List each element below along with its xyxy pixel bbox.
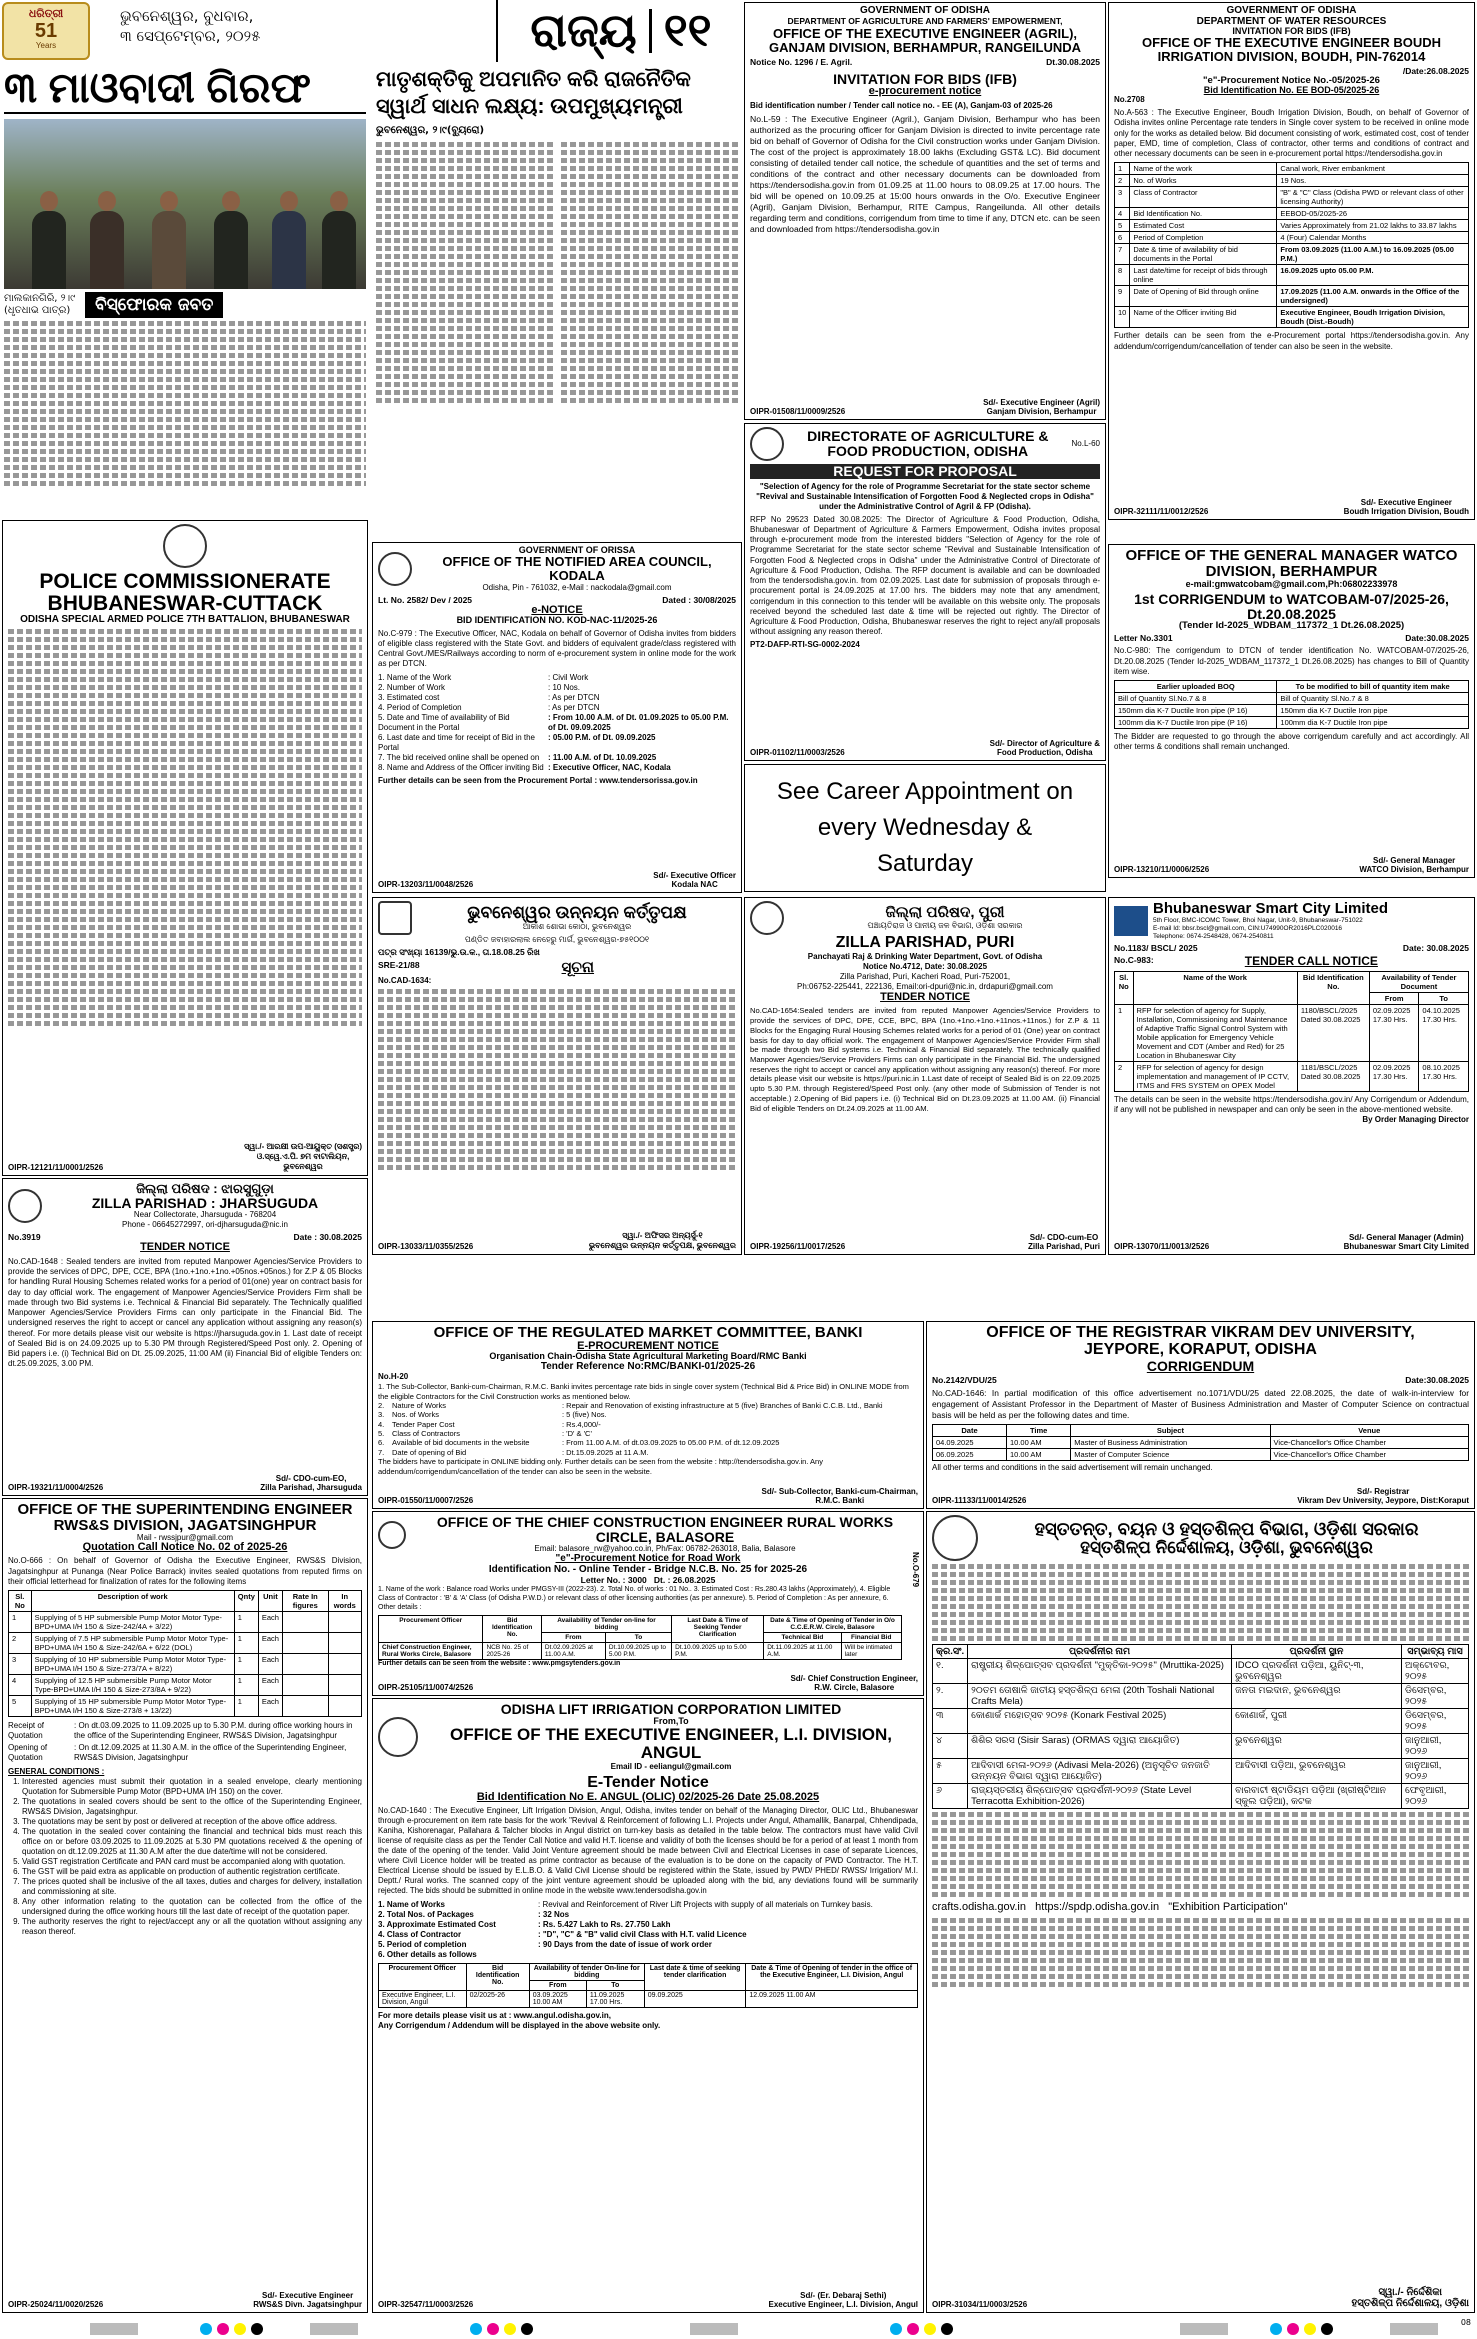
table-row: 1 Name of the work Canal work, River embankment <box>1115 163 1469 175</box>
odisha-emblem-icon <box>750 427 784 461</box>
agril-ganjam-notice: GOVERNMENT OF ODISHA DEPARTMENT OF AGRICULTURE AND FARMERS' EMPOWERMENT, OFFICE OF THE EXECUTIVE ENGINEER (AGRIL), GANJAM DIVISION, BERHAMPUR, RANGEILUNDA Notice No. 1296 / E. Agril. Dt.30.08.2025 INVITATION FOR BIDS (IFB) e-procurement notice Bid identification number / Tender call notice no. - EE (A), Ganjam-03 of 2025-26 No.L-59 : The Executive Engineer (Agril.), Ganjam Division, Berhampur who has been authorized as the procuring officer for Ganjam Division is directed to invite percentage rate bid on behalf of Governor of Odisha for the Civil construction works under Ganjam Division. The cost of the project is approximately 18.00 lakhs (Excluding GST& LC). Bid document consisting of detailed tender call notice, the schedule of quantities and the set of terms and conditions of the contract and other necessary documents can be downloaded from https://tendersodisha.gov.in from 01.09.25 at 11.00 hours to 08.09.25 at 17.00 hours. The bid will be opened on 10.09.25 at 15:00 hours onwards in the O/o. Executive Engineer (Agril), Ganjam Division, Berhampur, RITE Campus, Rangeilunda. All other details regarding term and conditions, corrigendum from time to time if any, DTCN etc. can be seen and downloaded from https://tendersodisha.gov.in OIPR-01508/11/0009/2526 Sd/- Executive Engineer (Agril) Ganjam Division, Berhampur <box>744 2 1106 420</box>
bscl-tender-notice: Bhubaneswar Smart City Limited 5th Floor, BMC-ICOMC Tower, Bhoi Nagar, Unit-9, Bhubaneswar-751022 E-mail Id: bbsr.bscl@gmail.com, CIN:U74990OR2016PLC020016 Telephone: 0674-2548428, 0674-2540811 No.1183/ BSCL/ 2025 Date: 30.08.2025 No.C-983: TENDER CALL NOTICE Sl. No Name of the Work Bid Identification No. Availability of Tender Document From To 1 RFP for selection of agency for Supply, Installation, Commissioning and Maintenance of Adaptive Traffic Signal Control System with Mobile application for Emergency Vehicle Movement and CDT (Amber and Red) for 25 Location in Bhubaneswar City 1180/BSCL/2025 Dated 30.08.2025 02.09.2025 17.30 Hrs. 04.10.2025 17.30 Hrs. 2 RFP for selection of agency for design implementation and management of IP CCTV, ITMS and FRS SYSTEM on OPEX Model 1181/BSCL/2025 Dated 30.08.2025 02.09.2025 17.30 Hrs. 08.10.2025 17.30 Hrs. The details can be seen in the website https://tendersodisha.gov.in/ Any Corrigendum or Addendum, if any will not be published in newspaper and can only be seen in the above-mentioned website. By Order Managing Director OIPR-13070/11/0013/2526 Sd/- General Manager (Admin) Bhubaneswar Smart City Limited <box>1108 897 1475 1255</box>
kodala-nac-notice: GOVERNMENT OF ORISSA OFFICE OF THE NOTIFIED AREA COUNCIL, KODALA Odisha, Pin - 761032, e-Mail : nackodala@gmail.com Lt. No. 2582/ Dev / 2025 Dated : 30/08/2025 e-NOTICE BID IDENTIFICATION NO. KOD-NAC-11/2025-26 No.C-979 : The Executive Officer, NAC, Kodala on behalf of Governor of Odisha invites from bidders of eligible class registered with the State Govt. and bidders of equivalent grade/class registered with Central Govt./MES/Railways according to norm of e-procurement system in online mode for the work as per DTCN. 1. Name of the Work : Civil Work 2. Number of Work : 10 Nos. 3. Estimated cost : As per DTCN 4. Period of Completion : As per DTCN 5. Date and Time of availability of Bid Document in the Portal : From 10.00 A.M. of Dt. 01.09.2025 to 05.00 P.M. of Dt. 09.09.2025 6. Last date and time for receipt of Bid in the Portal : 05.00 P.M. of Dt. 09.09.2025 7. The bid received online shall be opened on : 11.00 A.M. of Dt. 10.09.2025 8. Name and Address of the Officer inviting Bid : Executive Officer, NAC, Kodala Further details can be seen from the Procurement Portal : www.tendersorissa.gov.in OIPR-13203/11/0048/2526 Sd/- Executive Officer Kodala NAC <box>372 542 742 893</box>
table-row: ୩ କୋଣାର୍କ ମହୋତ୍ସବ ୨୦୨୫ (Konark Festival 2025) କୋଣାର୍କ, ପୁରୀ ଡିସେମ୍ବର, ୨୦୨୫ <box>933 1709 1469 1734</box>
police-commissionerate-notice: POLICE COMMISSIONERATE BHUBANESWAR-CUTTACK ODISHA SPECIAL ARMED POLICE 7TH BATTALION, BHUBANESWAR OIPR-12121/11/0001/2526 ସ୍ୱା./- ଆରକ୍ଷୀ ଉପ-ଆୟୁକ୍ତ (ସଶସ୍ତ୍ର) ଓ.ସ୍ୱେ.ଏ.ପି. ୭ମ ବାଟାଲିୟନ, ଭୁବନେଶ୍ୱର <box>2 520 368 1176</box>
dateline: ଭୁବନେଶ୍ୱର, ବୁଧବାର, ୩ ସେପ୍ଟେମ୍ବର, ୨୦୨୫ <box>120 7 261 46</box>
list-item: 7. The prices quoted shall be inclusive of the all taxes, duties and charges for delivery, installation and commissioning at site. <box>22 1877 362 1897</box>
olic-logo-icon <box>378 1717 418 1757</box>
list-item: 9. The authority reserves the right to reject/accept any or all the quotation without assigning any reason thereof. <box>22 1917 362 1937</box>
rwss-conditions <box>8 1777 362 1937</box>
list-item: 7. Date of opening of Bid : Dt.15.09.2025 at 11 A.M. <box>378 1447 649 1457</box>
table-row: 8 Last date/time for receipt of bids through online 16.09.2025 upto 05.00 P.M. <box>1115 265 1469 286</box>
section-title: ରାଜ୍ୟ ୧୧ <box>496 0 742 62</box>
table-row: 9 Date of Opening of Bid through online 17.09.2025 (11.00 A.M. onwards in the Office of the undersigned) <box>1115 286 1469 307</box>
table-row: ୧. ରାଷ୍ଟ୍ରୀୟ ଶିଳ୍ପୋତ୍ସବ ପ୍ରଦର୍ଶନୀ "ମୁକ୍ତିକା-୨୦୨୫" (Mruttika-2025) IDCO ପ୍ରଦର୍ଶନୀ ପଡ଼ିଆ, ୟୁନିଟ୍-୩, ଭୁବନେଶ୍ୱର ଅକ୍ଟୋବର, ୨୦୨୫ <box>933 1659 1469 1684</box>
zp-puri-notice: ଜିଲ୍ଲା ପରିଷଦ, ପୁରୀ ପଞ୍ଚାୟତିରାଜ ଓ ପାନୀୟ ଜଳ ବିଭାଗ, ଓଡ଼ିଶା ସରକାର ZILLA PARISHAD, PURI Panchayati Raj & Drinking Water Department, Govt. of Odisha Notice No.4712, Date: 30.08.2025 Zilla Parishad, Puri, Kacheri Road, Puri-752001, Ph:06752-225441, 222136, Email:ori-dpuri@nic.in, drdapuri@gmail.com TENDER NOTICE No.CAD-1654:Sealed tenders are invited from reputed Manpower Agencies/Service Providers to provide the services of DPC, DPE, CCE, BPC, BPA (1no.+1no.+1no.+11nos.+11nos.) for Z.P & 11 Blocks for the Engaging Rural Housing Schemes related works for a period of 01 (One) year on contract basis for day to day official work. The engagement of Manpower Agencies/Service Provider Firm shall be made through two Bid systems i.e. Technical & Financial Bid separately. The technically qualified Manpower Agencies/Service Providers Firms can only participate in the Financial Bid. The undersigned reserves the right to accept or cancel any application without assigning any reason(s) thereof. For more details please visit our website is https://puri.nic.in 1.Last date of receipt of Sealed Bid is on 22.09.2025 upto 5.30 P.M. through Registered/Speed Post only. (any other mode of Submission of Tender is not acceptable.) 2.Opening of Bid papers i.e. (i) Technical Bid on Dt.23.09.2025 at 11.00 AM. (ii) Financial Bid of eligible Tenders on Dt.24.09.2025 at 11.00 AM. OIPR-19256/11/0017/2526 Sd/- CDO-cum-EO Zilla Parishad, Puri <box>744 897 1106 1255</box>
list-item: 6. Other details as follows <box>378 1949 477 1959</box>
handicrafts-directorate-notice: ହସ୍ତତନ୍ତ, ବୟନ ଓ ହସ୍ତଶିଳ୍ପ ବିଭାଗ, ଓଡ଼ିଶା ସରକାର ହସ୍ତଶିଳ୍ପ ନିର୍ଦ୍ଦେଶାଳୟ, ଓଡ଼ିଶା, ଭୁବନେଶ୍ୱର କ୍ର.ସଂ. ପ୍ରଦର୍ଶନୀର ନାମ ପ୍ରଦର୍ଶନୀ ସ୍ଥାନ ସମ୍ଭାବ୍ୟ ମାସ ୧. ରାଷ୍ଟ୍ରୀୟ ଶିଳ୍ପୋତ୍ସବ ପ୍ରଦର୍ଶନୀ "ମୁକ୍ତିକା-୨୦୨୫" (Mruttika-2025) IDCO ପ୍ରଦର୍ଶନୀ ପଡ଼ିଆ, ୟୁନିଟ୍-୩, ଭୁବନେଶ୍ୱର ଅକ୍ଟୋବର, ୨୦୨୫ ୨. ୨୦ତମ ତୋଷାଳି ଜାତୀୟ ହସ୍ତଶିଳ୍ପ ମେଳା (20th Toshali National Crafts Mela) ଜନତା ମଇଦାନ, ଭୁବନେଶ୍ୱର ଡିସେମ୍ବର, ୨୦୨୫ ୩ କୋଣାର୍କ ମହୋତ୍ସବ ୨୦୨୫ (Konark Festival 2025) କୋଣାର୍କ, ପୁରୀ ଡିସେମ୍ବର, ୨୦୨୫ ୪ ଶିଶିର ସରସ (Sisir Saras) (ORMAS ଦ୍ୱାରା ଆୟୋଜିତ) ଭୁବନେଶ୍ୱର ଜାନୁଆରୀ, ୨୦୨୬ ୫ ଆଦିବାସୀ ମେଳା-୨୦୨୬ (Adivasi Mela-2026) (ଅନୁସୂଚିତ ଜନଜାତି ଉନ୍ନୟନ ବିଭାଗ ଦ୍ୱାରା ଆୟୋଜିତ) ଆଦିବାସୀ ପଡ଼ିଆ, ଭୁବନେଶ୍ୱର ଜାନୁଆରୀ, ୨୦୨୬ ୬ ରାଜ୍ୟସ୍ତରୀୟ ଶିଳ୍ପୋତ୍ସବ ପ୍ରଦର୍ଶନୀ-୨୦୨୬ (State Level Terracotta Exhibition-2026) ବାରବାଟୀ ଷ୍ଟାଡିୟମ ପଡ଼ିଆ (ଖ୍ରୀଷ୍ଟିଆନ ସ୍କୁଲ ପଡ଼ିଆ), କଟକ ଫେବୃଆରୀ, ୨୦୨୬ crafts.odisha.gov.in https://spdp.odisha.gov.in "Exhibition Participation" OIPR-31034/11/0003/2526 ସ୍ୱା./- ନିର୍ଦ୍ଦେଶିକା ହସ୍ତଶିଳ୍ପ ନିର୍ଦ୍ଦେଶାଳୟ, ଓଡ଼ିଶା <box>926 1511 1475 2313</box>
orissa-emblem-icon <box>378 552 412 586</box>
list-item: 8. Any other information relating to the quotation can be collected from the office of the undersigned during the office working hours till the last date of receipt of the quotation paper. <box>22 1897 362 1917</box>
boudh-irrigation-notice: GOVERNMENT OF ODISHA DEPARTMENT OF WATER RESOURCES INVITATION FOR BIDS (IFB) OFFICE OF THE EXECUTIVE ENGINEER BOUDH IRRIGATION DIVISION, BOUDH, PIN-762014 /Date:26.08.2025 "e"-Procurement Notice No.-05/2025-26 Bid Identification No. EE BOD-05/2025-26 No.2708 No.A-563 : The Executive Engineer, Boudh Irrigation Division, Boudh, on behalf of Governor of Odisha invites online Percentage rate tenders in Single cover system to be received in online mode only for the works as detailed below. Bid document consisting of work, estimated cost, cost of tender paper, EMD, time of completion, Class of contractor, other terms and conditions of contract and other necessary documents can be seen in e-procurement portal https://tendersodisha.gov.in 1 Name of the work Canal work, River embankment 2 No. of Works 19 Nos. 3 Class of Contractor "B" & "C" Class (Odisha PWD or relevant class of other licensing Authority) 4 Bid Identification No. EEBOD-05/2025-26 5 Estimated Cost Varies Approximately from 21.02 lakhs to 33.87 lakhs 6 Period of Completion 4 (Four) Calendar Months 7 Date & time of availability of bid documents in the Portal From 03.09.2025 (11.00 A.M.) to 16.09.2025 (05.00 P.M.) 8 Last date/time for receipt of bids through online 16.09.2025 upto 05.00 P.M. 9 Date of Opening of Bid through online 17.09.2025 (11.00 A.M. onwards in the Office of the undersigned) 10 Name of the Officer inviting Bid Executive Engineer, Boudh Irrigation Division, Boudh (Dist.-Boudh) Further details can be seen from the e-Procurement portal https://tendersodisha.gov.in. Any addendum/corrigendum/cancellation of tender can also be seen in the website. OIPR-32111/11/0012/2526 Sd/- Executive Engineer Boudh Irrigation Division, Boudh <box>1108 2 1475 520</box>
list-item: 5. Date and Time of availability of Bid Document in the Portal : From 10.00 A.M. of Dt. 01.09.2025 to 05.00 P.M. of Dt. 09.09.2025 <box>378 712 729 732</box>
spdp-portal-link[interactable]: https://spdp.odisha.gov.in <box>1035 1901 1160 1913</box>
olic-details <box>378 1900 918 1960</box>
table-row: ୨. ୨୦ତମ ତୋଷାଳି ଜାତୀୟ ହସ୍ତଶିଳ୍ପ ମେଳା (20th Toshali National Crafts Mela) ଜନତା ମଇଦାନ, ଭୁବନେଶ୍ୱର ଡିସେମ୍ବର, ୨୦୨୫ <box>933 1684 1469 1709</box>
table-row: 06.09.2025 10.00 AM Master of Computer Science Vice-Chancellor's Office Chamber <box>933 1448 1469 1460</box>
olic-table: Procurement Officer Bid Identification No. Availability of tender On-line for bidding Last date & time of seeking tender clarification Date & Time of Opening of tender in the office of the Executive Engineer, L.I. Division, Angul From To Executive Engineer, L.I. Division, Angul 02/2025-26 03.09.2025 10.00 AM 11.09.2025 17.00 Hrs. 09.09.2025 12.09.2025 11.00 AM <box>378 1963 918 2008</box>
odisha-emblem-icon <box>750 901 784 935</box>
list-item: 4. Class of Contractor : "D", "C" & "B" valid civil Class with H.T. valid Licence <box>378 1929 747 1939</box>
anniversary-badge: ଧରିତ୍ରୀ 51 Years <box>2 2 90 60</box>
bscl-table: Sl. No Name of the Work Bid Identification No. Availability of Tender Document From To 1 RFP for selection of agency for Supply, Installation, Commissioning and Maintenance of Adaptive Traffic Signal Control System with Mobile application for Emergency Vehicle Movement and CDT (Amber and Red) for 25 Location in Bhubaneswar City 1180/BSCL/2025 Dated 30.08.2025 02.09.2025 17.30 Hrs. 04.10.2025 17.30 Hrs. 2 RFP for selection of agency for design implementation and management of IP CCTV, ITMS and FRS SYSTEM on OPEX Model 1181/BSCL/2025 Dated 30.08.2025 02.09.2025 17.30 Hrs. 08.10.2025 17.30 Hrs. <box>1114 971 1469 1092</box>
watco-boq-table: Earlier uploaded BOQ To be modified to bill of quantity item make Bill of Quantity Sl.No.7 & 8 Bill of Quantity Sl.No.7 & 8 150mm dia K-7 Ductile Iron pipe (P 16) 150mm dia K-7 Ductile Iron pipe 100mm dia K-7 Ductile Iron pipe (P 16) 100mm dia K-7 Ductile Iron pipe <box>1114 680 1469 729</box>
table-row: 2 No. of Works 19 Nos. <box>1115 175 1469 187</box>
list-item: 2. Total Nos. of Packages : 32 Nos <box>378 1909 570 1919</box>
rmc-details <box>378 1401 918 1457</box>
maoist-photo <box>4 119 366 289</box>
list-item: 5. Valid GST registration Certificate and PAN card must be accompanied along with quotation. <box>22 1857 362 1867</box>
boudh-table <box>1114 162 1469 328</box>
list-item: 8. Name and Address of the Officer inviting Bid : Executive Officer, NAC, Kodala <box>378 762 671 772</box>
vdu-table: Date Time Subject Venue 04.09.2025 10.00 AM Master of Business Administration Vice-Chancellor's Office Chamber 06.09.2025 10.00 AM Master of Computer Science Vice-Chancellor's Office Chamber <box>932 1424 1469 1461</box>
bda-logo-icon <box>378 901 412 935</box>
table-row: 4 Bid Identification No. EEBOD-05/2025-26 <box>1115 208 1469 220</box>
rw-circle-balasore-notice: No.O-679 OFFICE OF THE CHIEF CONSTRUCTION ENGINEER RURAL WORKS CIRCLE, BALASORE Email: balasore_rw@yahoo.co.in, Ph/Fax: 06782-263018, Balia, Balasore "e"-Procurement Notice for Road Work Identification No. - Online Tender - Bridge N.C.B. No. 25 for 2025-26 Letter No. : 3000 Dt. : 26.08.2025 1. Name of the work : Balance road Works under PMGSY-III (2022-23). 2. Total No. of works : 01 No.. 3. Estimated Cost : Rs.280.43 lakhs (Approximately), 4. Eligible Class of Contractor : 'B' & 'A' Class (of Odisha P.W.D.) or relevant class of other licensing authorities (as per annexure). 5. Period of Completion : As per annexure, 6. Other details : Procurement Officer Bid Identification No. Availability of Tender on-line for bidding Last Date & Time of Seeking Tender Clarification Date & Time of Opening of Tender in O/o C.C.E.R.W. Circle, Balasore From To Technical Bid Financial Bid Chief Construction Engineer, Rural Works Circle, Balasore NCB No. 25 of 2025-26 Dt.02.09.2025 at 11.00 A.M. Dt.10.09.2025 up to 5.00 P.M. Dt.10.09.2025 up to 5.00 P.M. Dt.11.09.2025 at 11.00 A.M. Will be intimated later Further details can be seen from the website : www.pmgsytenders.gov.in OIPR-25105/11/0074/2526 Sd/- Chief Construction Engineer, R.W. Circle, Balasore <box>372 1511 924 1696</box>
list-item: 1. Name of the Work : Civil Work <box>378 672 589 682</box>
zp-jharsuguda-notice: ଜିଲ୍ଲା ପରିଷଦ : ଝାରସୁଗୁଡ଼ା ZILLA PARISHAD : JHARSUGUDA Near Collectorate, Jharsuguda - 768204 Phone - 06645272997, ori-djharsuguda@nic.in No.3919 Date : 30.08.2025 TENDER NOTICE No.CAD-1648 : Sealed tenders are invited from reputed Manpower Agencies/Service Providers to provide the services of DPC, DPE, CCE, BPA (1no.+1no.+1no.+05nos.+05nos.) for Z.P & 05 Blocks for handling Rural Housing Schemes related works for a period of 01(one) year on contract basis for day to day official work. The engagement of Manpower Agencies/Service Providers Firm shall be made through two Bid systems i.e. Technical & Financial Bid separately. The Technically qualified Manpower Agencies/Service Providers Firms can only participate in the Financial Bid. The undersigned reserves the right to accept or cancel any application without assigning any reason(s) thereof. For more details please visit our website is https://jharsuguda.gov.in 1. Last date of receipt of Sealed Bid is on 24.09.2025 up to 5.30 PM through Registered/Speed Post only. 2. Opening of Bid papers i.e. (i) Technical Bid on Dt. 25.09.2025, 11:00 AM (ii) Financial Bid of eligible Tenders on: dt.25.09.2025, 3.00 PM. OIPR-19321/11/0004/2526 Sd/- CDO-cum-EO, Zilla Parishad, Jharsuguda <box>2 1178 368 1496</box>
kodala-details <box>378 673 736 773</box>
bscl-logo-icon <box>1114 906 1148 936</box>
list-item: 3. The quotations may be sent by post or delivered at reception of the above office address. <box>22 1817 362 1827</box>
list-item: 4. Period of Completion : As per DTCN <box>378 702 600 712</box>
career-banner: See Career Appointment on every Wednesday & Saturday <box>744 764 1106 892</box>
list-item: 1. Interested agencies must submit their quotation in a sealed envelope, clearly mentioning Quotation for Submersible Pump Motor (BPD+UMA I/H 150) on the cover. <box>22 1777 362 1797</box>
table-row: 04.09.2025 10.00 AM Master of Business Administration Vice-Chancellor's Office Chamber <box>933 1436 1469 1448</box>
table-row: 3 Supplying of 10 HP submersible Pump Motor Motor Type-BPD+UMA I/H 150 & Size-273/7A + 8/22) 1 Each <box>9 1654 362 1675</box>
exhibition-participation-link[interactable]: Exhibition Participation <box>1172 1901 1284 1913</box>
page-folio: 08 <box>1460 2318 1471 2327</box>
list-item: 5. Period of completion : 90 Days from the date of issue of work order <box>378 1939 712 1949</box>
crafts-portal-link[interactable]: crafts.odisha.gov.in <box>932 1901 1026 1913</box>
exhibition-table: କ୍ର.ସଂ. ପ୍ରଦର୍ଶନୀର ନାମ ପ୍ରଦର୍ଶନୀ ସ୍ଥାନ ସମ୍ଭାବ୍ୟ ମାସ ୧. ରାଷ୍ଟ୍ରୀୟ ଶିଳ୍ପୋତ୍ସବ ପ୍ରଦର୍ଶନୀ "ମୁକ୍ତିକା-୨୦୨୫" (Mruttika-2025) IDCO ପ୍ରଦର୍ଶନୀ ପଡ଼ିଆ, ୟୁନିଟ୍-୩, ଭୁବନେଶ୍ୱର ଅକ୍ଟୋବର, ୨୦୨୫ ୨. ୨୦ତମ ତୋଷାଳି ଜାତୀୟ ହସ୍ତଶିଳ୍ପ ମେଳା (20th Toshali National Crafts Mela) ଜନତା ମଇଦାନ, ଭୁବନେଶ୍ୱର ଡିସେମ୍ବର, ୨୦୨୫ ୩ କୋଣାର୍କ ମହୋତ୍ସବ ୨୦୨୫ (Konark Festival 2025) କୋଣାର୍କ, ପୁରୀ ଡିସେମ୍ବର, ୨୦୨୫ ୪ ଶିଶିର ସରସ (Sisir Saras) (ORMAS ଦ୍ୱାରା ଆୟୋଜିତ) ଭୁବନେଶ୍ୱର ଜାନୁଆରୀ, ୨୦୨୬ ୫ ଆଦିବାସୀ ମେଳା-୨୦୨୬ (Adivasi Mela-2026) (ଅନୁସୂଚିତ ଜନଜାତି ଉନ୍ନୟନ ବିଭାଗ ଦ୍ୱାରା ଆୟୋଜିତ) ଆଦିବାସୀ ପଡ଼ିଆ, ଭୁବନେଶ୍ୱର ଜାନୁଆରୀ, ୨୦୨୬ ୬ ରାଜ୍ୟସ୍ତରୀୟ ଶିଳ୍ପୋତ୍ସବ ପ୍ରଦର୍ଶନୀ-୨୦୨୬ (State Level Terracotta Exhibition-2026) ବାରବାଟୀ ଷ୍ଟାଡିୟମ ପଡ଼ିଆ (ଖ୍ରୀଷ୍ଟିଆନ ସ୍କୁଲ ପଡ଼ିଆ), କଟକ ଫେବୃଆରୀ, ୨୦୨୬ <box>932 1644 1469 1809</box>
bda-body-text <box>378 989 736 1170</box>
table-row: ୪ ଶିଶିର ସରସ (Sisir Saras) (ORMAS ଦ୍ୱାରା ଆୟୋଜିତ) ଭୁବନେଶ୍ୱର ଜାନୁଆରୀ, ୨୦୨୬ <box>933 1734 1469 1759</box>
list-item: 4. Tender Paper Cost : Rs.4,000/- <box>378 1419 601 1429</box>
list-item: 6. The GST will be paid extra as applicable on production of authentic registration certificate. <box>22 1867 362 1877</box>
table-row: 10 Name of the Officer inviting Bid Executive Engineer, Boudh Irrigation Division, Boudh (Dist.-Boudh) <box>1115 307 1469 328</box>
dafp-rfp-notice: DIRECTORATE OF AGRICULTURE & FOOD PRODUCTION, ODISHA No.L-60 REQUEST FOR PROPOSAL "Selection of Agency for the role of Programme Secretariat for the state sector scheme "Revival and Sustainable Intensification of Forgotten Food & Neglected crops in Odisha" under the Administrative Control of Agril & FP (Odisha). RFP No 29523 Dated 30.08.2025: The Director of Agriculture & Food Production, Odisha, Bhubaneswar of Department of Agriculture & Farmers Empowerment, Odisha invites proposal through e-procurement mode from the interested bidders "Selection of Agency for the role of Programme Secretariat for the state sector scheme "Revival and Sustainable Intensification of Forgotten Food & Neglected crops in Odisha" under the Administrative Control of Directorate of Agriculture & Food Production, Odisha. The RFP document is available and can be downloaded from the tendersodisha.gov.in. from 02.09.2025. Last date for submission of proposals through e-procurement portal is 24.09.2025 at 17.00 hrs. The bidders may note that any amendment, corrigendum in this connection to this tender will be available on this website only. The proposals received beyond the scheduled last date & time will be rejected out rightly. The Director of Agriculture & Food Production, Odisha, Bhubaneswar reserves the right to reject any/all proposals without assigning any reason thereof. PT2-DAFP-RTI-SG-0002-2024 OIPR-01102/11/0003/2526 Sd/- Director of Agriculture & Food Production, Odisha <box>744 423 1106 761</box>
table-row: 5 Estimated Cost Varies Approximately from 21.02 lakhs to 33.87 lakhs <box>1115 220 1469 232</box>
police-emblem-icon <box>163 524 207 568</box>
table-row: 3 Class of Contractor "B" & "C" Class (Odisha PWD or relevant class of other licensing Authority) <box>1115 187 1469 208</box>
odisha-emblem-icon <box>378 1521 406 1549</box>
maoist-story: ୩ ମାଓବାଦୀ ଗିରଫ ମାଲକାନଗିରି, ୨।୯ (ଧୃତଧାଭ ପାତ୍ର) ବିସ୍ଫୋରକ ଜବତ <box>0 64 370 514</box>
list-item: 6. Last date and time for receipt of Bid in the Portal : 05.00 P.M. of Dt. 09.09.2025 <box>378 732 656 752</box>
table-row: 5 Supplying of 15 HP submersible Pump Motor Motor Type-BPD+UMA I/H 150 & Size-273/8 + 13/22) 1 Each <box>9 1696 362 1717</box>
bda-notice: ଭୁବନେଶ୍ୱର ଉନ୍ନୟନ କର୍ତ୍ତୃପକ୍ଷ ଆକାଶ ଶୋଭା କୋଠା, ଭୁବନେଶ୍ୱର ପଣ୍ଡିତ ଜବାହାରଲାଲ ନେହେରୁ ମାର୍ଗ, ଭୁବନେଶ୍ୱର-୭୫୧୦୦୧ ପତ୍ର ସଂଖ୍ୟା 16139/ଭୁ.ଉ.କ., ତା.18.08.25 ରିଖ SRE-21/88 ସୂଚନା No.CAD-1634: OIPR-13033/11/0355/2526 ସ୍ୱା./- ଅଫିସର ଅନ୍ୟର୍ସୁ-୧ ଭୁବନେଶ୍ୱର ଉନ୍ନୟନ କର୍ତ୍ତୃପକ୍ଷ, ଭୁବନେଶ୍ୱର <box>372 897 742 1255</box>
list-item: 1. Name of Works : Revival and Reinforcement of River Lift Projects with supply of all materials on Turnkey basis. <box>378 1899 873 1909</box>
rwd-table: Procurement Officer Bid Identification No. Availability of Tender on-line for bidding Last Date & Time of Seeking Tender Clarification Date & Time of Opening of Tender in O/o C.C.E.R.W. Circle, Balasore From To Technical Bid Financial Bid Chief Construction Engineer, Rural Works Circle, Balasore NCB No. 25 of 2025-26 Dt.02.09.2025 at 11.00 A.M. Dt.10.09.2025 up to 5.00 P.M. Dt.10.09.2025 up to 5.00 P.M. Dt.11.09.2025 at 11.00 A.M. Will be intimated later <box>378 1615 902 1660</box>
rmc-banki-notice: OFFICE OF THE REGULATED MARKET COMMITTEE, BANKI E-PROCUREMENT NOTICE Organisation Chain-Odisha State Agricultural Marketing Board/RMC Banki Tender Reference No:RMC/BANKI-01/2025-26 No.H-20 1. The Sub-Collector, Banki-cum-Chairman, R.M.C. Banki invites percentage rate bids in single cover system (Technical Bid & Price Bid) in ONLINE MODE from the eligible Contractors for the Civil Construction works as mentioned below. 2. Nature of Works : Repair and Renovation of existing infrastructure at 5 (five) Branches of Banki C.C.B. Ltd., Banki 3. Nos. of Works : 5 (five) Nos. 4. Tender Paper Cost : Rs.4,000/- 5. Class of Contractors : 'D' & 'C' 6. Available of bid documents in the website : From 11.00 A.M. of dt.03.09.2025 to 05.00 P.M. of dt.12.09.2025 7. Date of opening of Bid : Dt.15.09.2025 at 11 A.M. The bidders have to participate in ONLINE bidding only. Further details can be seen from the website : http://tendersodisha.gov.in. Any addendum/corrigendum/cancellation of the tender can also be seen in the website. OIPR-01550/11/0007/2526 Sd/- Sub-Collector, Banki-cum-Chairman, R.M.C. Banki <box>372 1321 924 1509</box>
table-row: 7 Date & time of availability of bid documents in the Portal From 03.09.2025 (11.00 A.M.) to 16.09.2025 (05.00 P.M.) <box>1115 244 1469 265</box>
list-item: 2. The quotations in sealed covers should be sent to the office of the Superintending Engineer, RWS&S Division, Jagatsinghpur. <box>22 1797 362 1817</box>
list-item: 4. The quotation in the sealed cover containing the financial and technical bids must reach this office on or before 03.09.2025 to 11.09.2025 at 5.30 PM quotations received & the opening of quotation on dt.12.09.2025 at 11.30 A.M after the due date/time will not be considered. <box>22 1827 362 1857</box>
dy-cm-story: ମାତୃଶକ୍ତିକୁ ଅପମାନିତ କରି ରାଜନୈତିକ ସ୍ୱାର୍ଥ ସାଧନ ଲକ୍ଷ୍ୟ: ଉପମୁଖ୍ୟମନ୍ତ୍ରୀ ଭୁବନେଶ୍ୱର, ୨।୯(ବ୍ୟୁରୋ) <box>372 64 742 514</box>
table-row: 6 Period of Completion 4 (Four) Calendar Months <box>1115 232 1469 244</box>
list-item: 2. Number of Work : 10 Nos. <box>378 682 581 692</box>
maoist-body-text <box>4 321 366 486</box>
masthead <box>0 0 742 62</box>
list-item: 6. Available of bid documents in the website : From 11.00 A.M. of dt.03.09.2025 to 05.00 P.M. of dt.12.09.2025 <box>378 1438 780 1448</box>
list-item: 2. Nature of Works : Repair and Renovation of existing infrastructure at 5 (five) Branches of Banki C.C.B. Ltd., Banki <box>378 1400 883 1410</box>
watco-corrigendum-notice: OFFICE OF THE GENERAL MANAGER WATCO DIVISION, BERHAMPUR e-mail:gmwatcobam@gmail.com,Ph:06802233978 1st CORRIGENDUM to WATCOBAM-07/2025-26, Dt.20.08.2025 (Tender Id-2025_WDBAM_117372_1 Dt.26.08.2025) Letter No.3301 Date:30.08.2025 No.C-980: The corrigendum to DTCN of tender identification No. WATCOBAM-07/2025-26, Dt.20.08.2025 (Tender Id-2025_WDBAM_117372_1 Dt.26.08.2025) has changes to Bill of Quantity item wise. Earlier uploaded BOQ To be modified to bill of quantity item make Bill of Quantity Sl.No.7 & 8 Bill of Quantity Sl.No.7 & 8 150mm dia K-7 Ductile Iron pipe (P 16) 150mm dia K-7 Ductile Iron pipe 100mm dia K-7 Ductile Iron pipe (P 16) 100mm dia K-7 Ductile Iron pipe The Bidder are requested to go through the above corrigendum carefully and act accordingly. All other terms & conditions shall remain unchanged. OIPR-13210/11/0006/2526 Sd/- General Manager WATCO Division, Berhampur <box>1108 544 1475 878</box>
rwss-items-table: Sl. No Description of work Qnty Unit Rate In figures In words 1 Supplying of 5 HP submersible Pump Motor Motor Type-BPD+UMA I/H 150 & Size-242/4A + 3/22) 1 Each 2 Supplying of 7.5 HP submersible Pump Motor Motor Type-BPD+UMA I/H 150 & Size-242/6A + 6/22 (DOL) 1 Each 3 Supplying of 10 HP submersible Pump Motor Motor Type-BPD+UMA I/H 150 & Size-273/7A + 8/22) 1 Each 4 Supplying of 12.5 HP submersible Pump Motor Motor Type-BPD+UMA I/H 150 & Size-273/8A + 9/22) 1 Each 5 Supplying of 15 HP submersible Pump Motor Motor Type-BPD+UMA I/H 150 & Size-273/8 + 13/22) 1 Each <box>8 1590 362 1717</box>
odisha-emblem-icon <box>8 1189 42 1223</box>
maoist-headline: ୩ ମାଓବାଦୀ ଗିରଫ <box>4 66 366 114</box>
odisha-emblem-icon <box>932 1515 978 1561</box>
table-row: 1 Supplying of 5 HP submersible Pump Motor Motor Type-BPD+UMA I/H 150 & Size-242/4A + 3/22) 1 Each <box>9 1612 362 1633</box>
table-row: ୫ ଆଦିବାସୀ ମେଳା-୨୦୨୬ (Adivasi Mela-2026) (ଅନୁସୂଚିତ ଜନଜାତି ଉନ୍ନୟନ ବିଭାଗ ଦ୍ୱାରା ଆୟୋଜିତ) ଆଦିବାସୀ ପଡ଼ିଆ, ଭୁବନେଶ୍ୱର ଜାନୁଆରୀ, ୨୦୨୬ <box>933 1759 1469 1784</box>
list-item: 3. Estimated cost : As per DTCN <box>378 692 600 702</box>
rwss-quotation-notice: OFFICE OF THE SUPERINTENDING ENGINEER RWS&S DIVISION, JAGATSINGHPUR Mail - rwssjpur@gmail.com Quotation Call Notice No. 02 of 2025-26 No.O-666 : On behalf of Governor of Odisha the Executive Engineer, RWS&S Division, Jagatsinghpur at Punanga (Near Police Barrack) invites sealed quotations from reputed firms on their official letterhead for finalization of rates for the following items Sl. No Description of work Qnty Unit Rate In figures In words 1 Supplying of 5 HP submersible Pump Motor Motor Type-BPD+UMA I/H 150 & Size-242/4A + 3/22) 1 Each 2 Supplying of 7.5 HP submersible Pump Motor Motor Type-BPD+UMA I/H 150 & Size-242/6A + 6/22 (DOL) 1 Each 3 Supplying of 10 HP submersible Pump Motor Motor Type-BPD+UMA I/H 150 & Size-273/7A + 8/22) 1 Each 4 Supplying of 12.5 HP submersible Pump Motor Motor Type-BPD+UMA I/H 150 & Size-273/8A + 9/22) 1 Each 5 Supplying of 15 HP submersible Pump Motor Motor Type-BPD+UMA I/H 150 & Size-273/8 + 13/22) 1 Each Receipt of Quotation : On dt.03.09.2025 to 11.09.2025 up to 5.30 P.M. during office working hours in the office of the Superintending Engineer, RWS&S Division, Jagatsinghpur Opening of Quotation : On dt.12.09.2025 at 11.30 A.M. in the office of the Superintending Engineer, RWS&S Division, Jagatsinghpur GENERAL CONDITIONS : 1. Interested agencies must submit their quotation in a sealed envelope, clearly mentioning Quotation for Submersible Pump Motor (BPD+UMA I/H 150) on the cover. 2. The quotations in sealed covers should be sent to the office of the Superintending Engineer, RWS&S Division, Jagatsinghpur. 3. The quotations may be sent by post or delivered at reception of the above office address. 4. The quotation in the sealed cover containing the financial and technical bids must reach this office on or before 03.09.2025 to 11.09.2025 at 5.30 PM quotations received & the opening of quotation on dt.12.09.2025 at 11.30 A.M after the due date/time will not be considered. 5. Valid GST registration Certificate and PAN card must be accompanied along with quotation. 6. The GST will be paid extra as applicable on production of authentic registration certificate. 7. The prices quoted shall be inclusive of the all taxes, duties and charges for delivery, installation and commissioning at site. 8. Any other information relating to the quotation can be collected from the office of the undersigned during the office working hours till the last date of receipt of the quotation paper. 9. The authority reserves the right to reject/accept any or all the quotation without assigning any reason thereof. OIPR-25024/11/0020/2526 Sd/- Executive Engineer RWS&S Divn. Jagatsinghpur <box>2 1498 368 2313</box>
list-item: 5. Class of Contractors : 'D' & 'C' <box>378 1429 592 1439</box>
list-item: 7. The bid received online shall be opened on : 11.00 A.M. of Dt. 10.09.2025 <box>378 752 657 762</box>
table-row: ୬ ରାଜ୍ୟସ୍ତରୀୟ ଶିଳ୍ପୋତ୍ସବ ପ୍ରଦର୍ଶନୀ-୨୦୨୬ (State Level Terracotta Exhibition-2026) ବାରବାଟୀ ଷ୍ଟାଡିୟମ ପଡ଼ିଆ (ଖ୍ରୀଷ୍ଟିଆନ ସ୍କୁଲ ପଡ଼ିଆ), କଟକ ଫେବୃଆରୀ, ୨୦୨୬ <box>933 1784 1469 1809</box>
table-row: 4 Supplying of 12.5 HP submersible Pump Motor Motor Type-BPD+UMA I/H 150 & Size-273/8A + 9/22) 1 Each <box>9 1675 362 1696</box>
vdu-corrigendum-notice: OFFICE OF THE REGISTRAR VIKRAM DEV UNIVERSITY, JEYPORE, KORAPUT, ODISHA CORRIGENDUM No.2142/VDU/25 Date:30.08.2025 No.CAD-1646: In partial modification of this office advertisement no.1071/VDU/25 dated 22.08.2025, the date of walk-in-interview for engagement of Assistant Professor in the Department of Master of Business Administration and Master of Computer Science on contractual basis will be held as per the following dates and time. Date Time Subject Venue 04.09.2025 10.00 AM Master of Business Administration Vice-Chancellor's Office Chamber 06.09.2025 10.00 AM Master of Computer Science Vice-Chancellor's Office Chamber All other terms and conditions in the said advertisement will remain unchanged. OIPR-11133/11/0014/2526 Sd/- Registrar Vikram Dev University, Jeypore, Dist:Koraput <box>926 1321 1475 1509</box>
olic-angul-notice: ODISHA LIFT IRRIGATION CORPORATION LIMITED From,To OFFICE OF THE EXECUTIVE ENGINEER, L.I. DIVISION, ANGUL Email ID - eeliangul@gmail.com E-Tender Notice Bid Identification No E. ANGUL (OLIC) 02/2025-26 Date 25.08.2025 No.CAD-1640 : The Executive Engineer, Lift Irrigation Division, Angul, Odisha, invites tender on behalf of the Managing Director, OLIC Ltd., Bhubaneswar through e-procurement on item rate basis for the work "Revival & Reinforcement of following L.I. Projects under Angul, Athamallik, Banarpal, Chhendipada, Kaniha, Kishorenagar, Pallahara & Talcher blocks in Angul district on turn-key basis as detailed in the table below. The contractors must have valid Civil license of requisite class as per the Tender Call Notice and valid H.T. license and validity of both the licenses should be for a period of at least 1 month from the date of the opening of the tender. Valid Joint Venture agreement should be made between Civil and Electrical Licenses in case of separate Licences, where Civil Licence holder will be treated as prime contractor as because of the evaluation is to be done on the capacity of PWD Contractor. The H.T. Electrical License should be issued by E.L.B.O. & Valid Civil License should be registered within the State, issued by PWD/ PHED/ RWSS/ Irrigation/ M.I. Deptt./ Rural works. The scanned copy of the joint venture agreement should be uploaded along with the bid, any deviations found will be summarily rejected. The bids should be submitted in online mode in the website www.tendersodisha.gov.in 1. Name of Works : Revival and Reinforcement of River Lift Projects with supply of all materials on Turnkey basis. 2. Total Nos. of Packages : 32 Nos 3. Approximate Estimated Cost : Rs. 5.427 Lakh to Rs. 27.750 Lakh 4. Class of Contractor : "D", "C" & "B" valid civil Class with H.T. valid Licence 5. Period of completion : 90 Days from the date of issue of work order 6. Other details as follows Procurement Officer Bid Identification No. Availability of tender On-line for bidding Last date & time of seeking tender clarification Date & Time of Opening of tender in the office of the Executive Engineer, L.I. Division, Angul From To Executive Engineer, L.I. Division, Angul 02/2025-26 03.09.2025 10.00 AM 11.09.2025 17.00 Hrs. 09.09.2025 12.09.2025 11.00 AM For more details please visit us at : www.angul.odisha.gov.in, Any Corrigendum / Addendum will be displayed in the above website only. OIPR-32547/11/0003/2526 Sd/- (Er. Debaraj Sethi) Executive Engineer, L.I. Division, Angul <box>372 1698 924 2313</box>
police-body-text <box>8 629 362 1026</box>
maoist-tag: ବିସ୍ଫୋରକ ଜବତ <box>85 292 223 318</box>
table-row: 2 Supplying of 7.5 HP submersible Pump Motor Motor Type-BPD+UMA I/H 150 & Size-242/6A + 6/22 (DOL) 1 Each <box>9 1633 362 1654</box>
list-item: 3. Approximate Estimated Cost : Rs. 5.427 Lakh to Rs. 27.750 Lakh <box>378 1919 671 1929</box>
story-headline: ମାତୃଶକ୍ତିକୁ ଅପମାନିତ କରି ରାଜନୈତିକ ସ୍ୱାର୍ଥ ସାଧନ ଲକ୍ଷ୍ୟ: ଉପମୁଖ୍ୟମନ୍ତ୍ରୀ <box>376 68 691 119</box>
handloom-body-text <box>932 1812 1469 1897</box>
list-item: 3. Nos. of Works : 5 (five) Nos. <box>378 1410 607 1420</box>
